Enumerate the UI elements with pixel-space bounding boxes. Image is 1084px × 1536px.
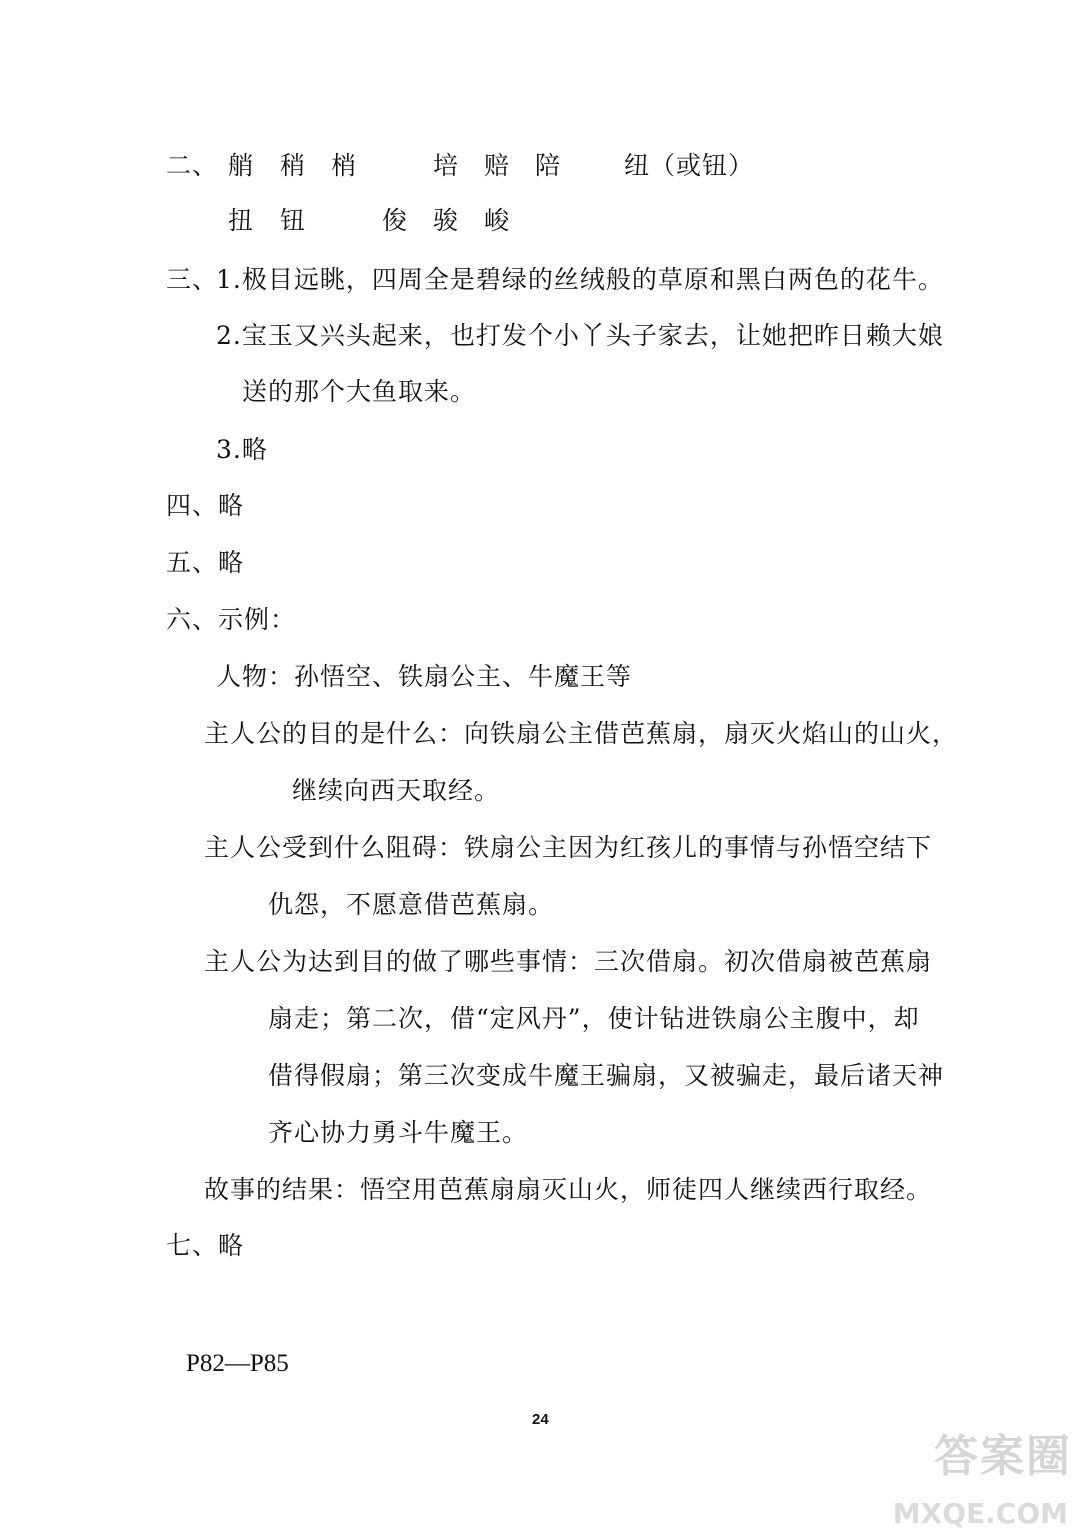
section-2-word: 钮: [280, 206, 307, 235]
section-2-word: 稍: [280, 151, 307, 180]
section-6-goal: 主人公的目的是什么：向铁扇公主借芭蕉扇，扇灭火焰山的山火，: [204, 719, 959, 748]
section-6-label: 六、示例：: [166, 605, 297, 634]
section-2-word: 骏: [433, 206, 460, 235]
section-6-obstacle-cont: 仇怨，不愿意借芭蕉扇。: [268, 890, 555, 919]
watermark-top-text: 答案圈: [934, 1431, 1072, 1482]
section-6-result: 故事的结果：悟空用芭蕉扇扇灭山火，师徒四人继续西行取经。: [204, 1175, 933, 1204]
section-2-word: 俊: [382, 206, 409, 235]
section-2-word: 峻: [484, 206, 511, 235]
section-6-goal-cont: 继续向西天取经。: [292, 776, 501, 805]
section-2-word: 赔: [484, 151, 511, 180]
section-6-actions-cont: 借得假扇；第三次变成牛魔王骗扇，又被骗走，最后诸天神: [268, 1061, 945, 1090]
watermark-bottom-text: MXQE.COM: [892, 1497, 1068, 1530]
section-2-word: 梢: [331, 151, 358, 180]
section-7: 七、略: [166, 1231, 245, 1260]
section-3-item-1: 1.极目远眺，四周全是碧绿的丝绒般的草原和黑白两色的花牛。: [216, 265, 944, 294]
section-3-item-3: 3.略: [216, 435, 268, 464]
section-6-actions: 主人公为达到目的做了哪些事情：三次借扇。初次借扇被芭蕉扇: [204, 947, 933, 976]
section-6-characters: 人物：孙悟空、铁扇公主、牛魔王等: [216, 662, 633, 691]
section-3-item-2: 2.宝玉又兴头起来，也打发个小丫头子家去，让她把昨日赖大娘: [216, 321, 944, 350]
page-range-reference: P82—P85: [186, 1350, 289, 1377]
section-6-obstacle: 主人公受到什么阻碍：铁扇公主因为红孩儿的事情与孙悟空结下: [204, 833, 933, 862]
section-6-actions-cont: 扇走；第二次，借“定风丹”，使计钻进铁扇公主腹中，却: [268, 1004, 920, 1033]
section-2-word: 陪: [535, 151, 562, 180]
section-3-item-2-cont: 送的那个大鱼取来。: [242, 377, 477, 406]
section-2-word: 纽（或钮）: [624, 151, 755, 180]
section-2-label: 二、: [166, 151, 219, 180]
section-2-word: 扭: [228, 206, 255, 235]
section-6-actions-cont: 齐心协力勇斗牛魔王。: [268, 1118, 529, 1147]
section-2-word: 培: [433, 151, 460, 180]
section-2-word: 艄: [228, 151, 255, 180]
section-3-label: 三、: [166, 265, 219, 294]
section-4: 四、略: [166, 491, 245, 520]
watermark-logo: [892, 1420, 1072, 1530]
page-number: 24: [532, 1411, 549, 1428]
section-5: 五、略: [166, 548, 245, 577]
